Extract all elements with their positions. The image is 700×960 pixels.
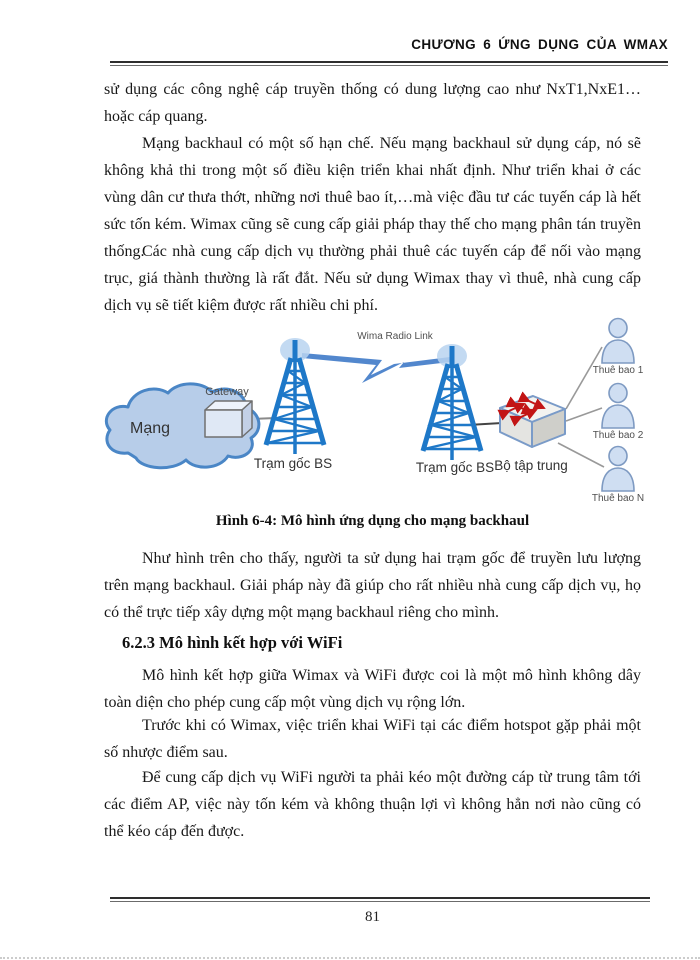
cable-hub-sub2 <box>566 408 602 421</box>
paragraph-7: Để cung cấp dịch vụ WiFi người ta phải kéo một đường cáp từ trung tâm tới các điểm AP, việc này tốn kém và không thuận lợi vì không hẳn nơi nào cũng có thể kéo cáp đến được. <box>104 769 641 840</box>
paragraph-6: Trước khi có Wimax, việc triển khai WiFi tại các điểm hotspot gặp phải một số nhược điểm sau. <box>104 717 641 761</box>
footer-rule <box>110 897 650 902</box>
cloud-label: Mạng <box>129 420 171 437</box>
running-header: CHƯƠNG 6 ỨNG DỤNG CỦA WMAX <box>411 37 668 52</box>
subscriberN-icon <box>602 447 634 492</box>
gateway-box-icon <box>205 401 252 437</box>
gateway-label: Gateway <box>205 386 249 398</box>
radio-link-bolt-icon <box>302 353 450 383</box>
radio-link-label: Wima Radio Link <box>357 331 433 342</box>
base-station-right-label: Trạm gốc BS <box>415 460 495 475</box>
cable-hub-sub1 <box>566 347 602 409</box>
paragraph-1: sử dụng các công nghệ cáp truyền thống có dung lượng cao như NxT1,NxE1… hoặc cáp quang. <box>104 81 641 125</box>
subscriber2-icon <box>602 384 634 429</box>
hub-label: Bộ tập trung <box>494 458 568 473</box>
scan-edge-dots <box>0 957 700 959</box>
backhaul-network-diagram <box>0 315 700 515</box>
figure-caption: Hình 6-4: Mô hình ứng dụng cho mạng backhaul <box>215 513 530 529</box>
paragraph-2: Mạng backhaul có một số hạn chế. Nếu mạng backhaul sử dụng cáp, nó sẽ không khả thi trong một số điều kiện triển khai nhất định. Như triển khai ở các vùng dân cư thưa thớt, những nơi thuê bao ít,…mà việc đầu tư các tuyến cáp là hết sức tốn kém. Wimax cũng sẽ cung cấp giải pháp thay thế cho mạng phân tán truyền thống. <box>104 135 641 260</box>
subscriber2-label: Thuê bao 2 <box>592 430 644 441</box>
subscriberN-label: Thuê bao N <box>591 493 645 504</box>
paragraph-3: Các nhà cung cấp dịch vụ thường phải thuê các tuyến cáp để nối vào mạng trục, giá thành thường là rất đắt. Nếu sử dụng Wimax thay vì thuê, nhà cung cấp dịch vụ sẽ tiết kiệm được rất nhiều chi phí. <box>104 243 641 314</box>
section-heading: 6.2.3 Mô hình kết hợp với WiFi <box>122 633 343 652</box>
page-number: 81 <box>365 909 380 925</box>
subscriber1-label: Thuê bao 1 <box>592 365 644 376</box>
subscriber1-icon <box>602 319 634 364</box>
paragraph-4: Như hình trên cho thấy, người ta sử dụng hai trạm gốc để truyền lưu lượng trên mạng backhaul. Giải pháp này đã giúp cho rất nhiều nhà cung cấp dịch vụ, họ có thể trực tiếp xây dựng một mạng backhaul riêng cho mình. <box>104 550 641 621</box>
base-station-left-label: Trạm gốc BS <box>253 456 333 471</box>
header-rule <box>110 61 668 66</box>
paragraph-5: Mô hình kết hợp giữa Wimax và WiFi được coi là một mô hình không dây toàn diện cho phép cung cấp một vùng dịch vụ rộng lớn. <box>104 667 641 711</box>
